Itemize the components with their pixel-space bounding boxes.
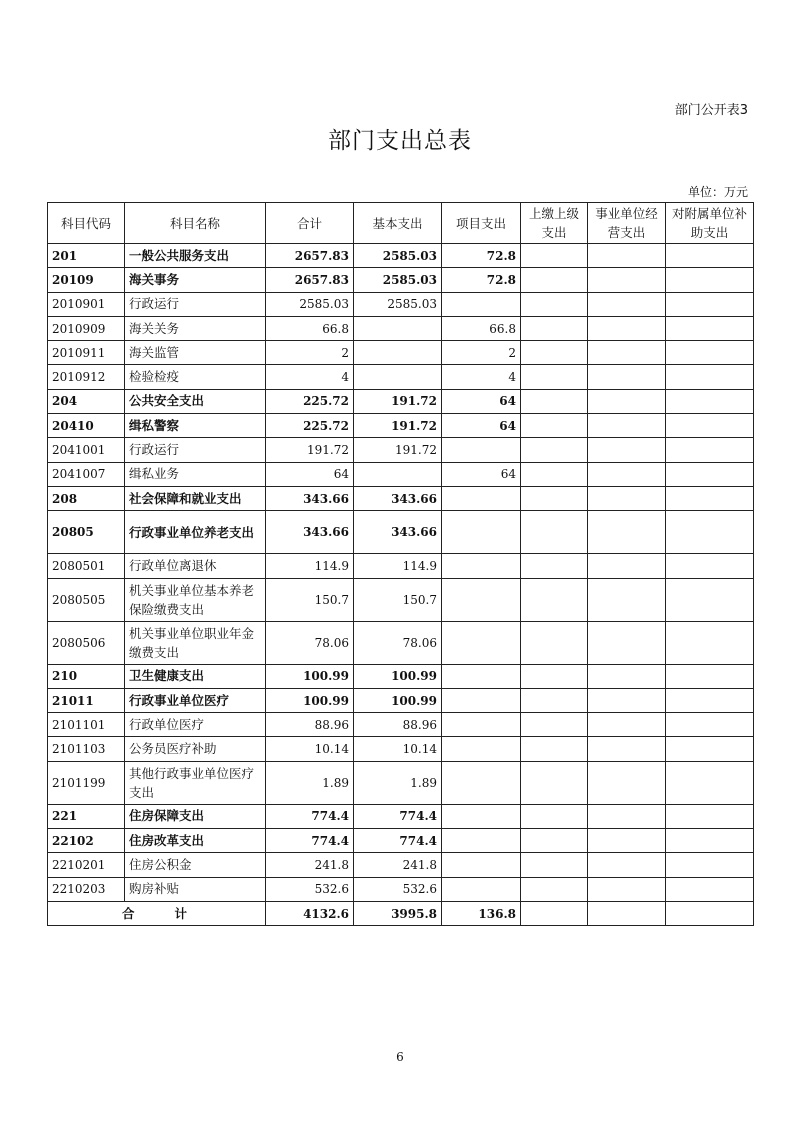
cell-total: 66.8 [266, 316, 354, 340]
cell-upper [521, 761, 588, 804]
cell-business [588, 737, 666, 761]
table-row [48, 414, 754, 438]
cell-total: 114.9 [266, 554, 354, 578]
cell-basic: 100.99 [354, 664, 442, 688]
table-row [48, 268, 754, 292]
cell-project [442, 877, 521, 901]
cell-name: 购房补贴 [125, 877, 266, 901]
cell-name: 机关事业单位职业年金缴费支出 [125, 621, 266, 664]
unit-label: 单位：万元 [687, 185, 748, 199]
cell-total: 2657.83 [266, 244, 354, 268]
cell-subsidy [666, 486, 754, 510]
cell-total: 225.72 [266, 414, 354, 438]
cell-basic: 10.14 [354, 737, 442, 761]
cell-basic [354, 316, 442, 340]
header-cell: 合计 [266, 203, 354, 244]
cell-project [442, 853, 521, 877]
cell-code: 2080501 [48, 554, 125, 578]
cell-business [588, 486, 666, 510]
cell-name: 缉私警察 [125, 414, 266, 438]
cell-name: 住房公积金 [125, 853, 266, 877]
table-row [48, 511, 754, 554]
cell-upper [521, 688, 588, 712]
header-cell: 基本支出 [354, 203, 442, 244]
cell-upper [521, 713, 588, 737]
cell-total: 2585.03 [266, 292, 354, 316]
table-row [48, 737, 754, 761]
cell-total: 774.4 [266, 829, 354, 853]
cell-name: 公务员医疗补助 [125, 737, 266, 761]
cell-subsidy [666, 664, 754, 688]
cell-business [588, 621, 666, 664]
cell-code: 2010909 [48, 316, 125, 340]
cell-name: 行政运行 [125, 292, 266, 316]
cell-basic: 1.89 [354, 761, 442, 804]
cell-subsidy [666, 737, 754, 761]
total-label: 合计 [48, 901, 266, 925]
cell-total: 100.99 [266, 688, 354, 712]
cell-name: 行政事业单位养老支出 [125, 511, 266, 554]
cell-code: 2101101 [48, 713, 125, 737]
cell-total: 88.96 [266, 713, 354, 737]
cell-subsidy [666, 761, 754, 804]
cell-project [442, 664, 521, 688]
table-row [48, 761, 754, 804]
cell-basic: 114.9 [354, 554, 442, 578]
cell-project [442, 511, 521, 554]
cell-code: 22102 [48, 829, 125, 853]
cell-project: 64 [442, 414, 521, 438]
cell-basic: 2585.03 [354, 244, 442, 268]
cell-upper [521, 414, 588, 438]
cell-project: 72.8 [442, 268, 521, 292]
table-row [48, 804, 754, 828]
cell-business [588, 554, 666, 578]
cell-upper [521, 244, 588, 268]
cell-total: 4 [266, 365, 354, 389]
cell-business [588, 511, 666, 554]
cell-basic: 2585.03 [354, 268, 442, 292]
cell-project [442, 486, 521, 510]
cell-upper [521, 486, 588, 510]
cell-name: 社会保障和就业支出 [125, 486, 266, 510]
cell-basic: 100.99 [354, 688, 442, 712]
cell-upper [521, 829, 588, 853]
cell-business [588, 664, 666, 688]
cell-project: 64 [442, 462, 521, 486]
cell-code: 20410 [48, 414, 125, 438]
cell-upper [521, 389, 588, 413]
table-row [48, 365, 754, 389]
header-cell: 对附属单位补助支出 [666, 203, 754, 244]
cell-business [588, 761, 666, 804]
cell-project: 72.8 [442, 244, 521, 268]
cell-code: 201 [48, 244, 125, 268]
cell-subsidy [666, 292, 754, 316]
cell-project: 64 [442, 389, 521, 413]
cell-basic: 150.7 [354, 578, 442, 621]
cell-name: 行政单位离退休 [125, 554, 266, 578]
cell-name: 一般公共服务支出 [125, 244, 266, 268]
cell-basic [354, 462, 442, 486]
cell-name: 公共安全支出 [125, 389, 266, 413]
cell-upper [521, 316, 588, 340]
cell-basic: 241.8 [354, 853, 442, 877]
cell-name: 住房保障支出 [125, 804, 266, 828]
cell-code: 204 [48, 389, 125, 413]
cell-project [442, 578, 521, 621]
cell-subsidy [666, 341, 754, 365]
cell-business [588, 268, 666, 292]
cell-project: 2 [442, 341, 521, 365]
cell-project [442, 737, 521, 761]
cell-total: 241.8 [266, 853, 354, 877]
table-body [48, 244, 754, 926]
cell-basic: 191.72 [354, 414, 442, 438]
page-title: 部门支出总表 [328, 128, 472, 154]
cell-basic: 343.66 [354, 511, 442, 554]
cell-name: 机关事业单位基本养老保险缴费支出 [125, 578, 266, 621]
table-row [48, 829, 754, 853]
cell-business [588, 853, 666, 877]
cell-subsidy [666, 621, 754, 664]
cell-business [588, 713, 666, 737]
cell-business [588, 414, 666, 438]
cell-upper [521, 341, 588, 365]
cell-subsidy [666, 829, 754, 853]
cell-project [442, 829, 521, 853]
cell-subsidy [666, 804, 754, 828]
cell-subsidy [666, 414, 754, 438]
cell-name: 缉私业务 [125, 462, 266, 486]
cell-total: 2657.83 [266, 268, 354, 292]
cell-total: 1.89 [266, 761, 354, 804]
table-row [48, 316, 754, 340]
cell-total: 100.99 [266, 664, 354, 688]
total-row [48, 901, 754, 925]
header-cell: 项目支出 [442, 203, 521, 244]
table-row [48, 341, 754, 365]
header-cell: 上缴上级支出 [521, 203, 588, 244]
cell-name: 海关关务 [125, 316, 266, 340]
table-row [48, 877, 754, 901]
cell-subsidy [666, 438, 754, 462]
cell-project [442, 713, 521, 737]
table-header-row [48, 203, 754, 244]
cell-basic: 532.6 [354, 877, 442, 901]
table-row [48, 578, 754, 621]
cell-subsidy [666, 713, 754, 737]
cell-basic: 774.4 [354, 829, 442, 853]
header-cell: 科目名称 [125, 203, 266, 244]
cell-code: 2101103 [48, 737, 125, 761]
cell-subsidy [666, 578, 754, 621]
cell-subsidy [666, 316, 754, 340]
cell-code: 2041007 [48, 462, 125, 486]
cell-subsidy [666, 462, 754, 486]
table-row [48, 621, 754, 664]
table-row [48, 713, 754, 737]
cell-upper [521, 853, 588, 877]
cell-name: 检验检疫 [125, 365, 266, 389]
cell-project [442, 554, 521, 578]
cell-upper [521, 804, 588, 828]
cell-code: 21011 [48, 688, 125, 712]
cell-name: 卫生健康支出 [125, 664, 266, 688]
cell-subsidy [666, 365, 754, 389]
cell-upper [521, 578, 588, 621]
cell-name: 海关监管 [125, 341, 266, 365]
cell-business [588, 365, 666, 389]
cell-project [442, 438, 521, 462]
cell-code: 2010912 [48, 365, 125, 389]
table-number: 部门公开表3 [674, 103, 748, 118]
cell-basic: 191.72 [354, 438, 442, 462]
total-cell-upper [521, 901, 588, 925]
cell-total: 343.66 [266, 511, 354, 554]
total-cell-project: 136.8 [442, 901, 521, 925]
cell-basic: 78.06 [354, 621, 442, 664]
cell-name: 海关事务 [125, 268, 266, 292]
cell-project [442, 292, 521, 316]
cell-total: 10.14 [266, 737, 354, 761]
cell-upper [521, 737, 588, 761]
cell-name: 行政单位医疗 [125, 713, 266, 737]
cell-upper [521, 621, 588, 664]
cell-upper [521, 877, 588, 901]
table-row [48, 389, 754, 413]
cell-project: 4 [442, 365, 521, 389]
cell-code: 2010901 [48, 292, 125, 316]
cell-code: 208 [48, 486, 125, 510]
cell-code: 2210201 [48, 853, 125, 877]
cell-basic: 2585.03 [354, 292, 442, 316]
cell-code: 20109 [48, 268, 125, 292]
table-row [48, 554, 754, 578]
cell-total: 150.7 [266, 578, 354, 621]
cell-total: 191.72 [266, 438, 354, 462]
table-row [48, 292, 754, 316]
cell-code: 210 [48, 664, 125, 688]
cell-business [588, 389, 666, 413]
cell-code: 2010911 [48, 341, 125, 365]
cell-subsidy [666, 244, 754, 268]
cell-project [442, 761, 521, 804]
cell-total: 774.4 [266, 804, 354, 828]
cell-business [588, 341, 666, 365]
cell-subsidy [666, 877, 754, 901]
cell-subsidy [666, 688, 754, 712]
cell-business [588, 688, 666, 712]
cell-project: 66.8 [442, 316, 521, 340]
cell-basic: 343.66 [354, 486, 442, 510]
table-row [48, 486, 754, 510]
cell-upper [521, 462, 588, 486]
cell-upper [521, 554, 588, 578]
cell-code: 2080506 [48, 621, 125, 664]
cell-business [588, 292, 666, 316]
cell-basic: 191.72 [354, 389, 442, 413]
cell-code: 2210203 [48, 877, 125, 901]
cell-code: 20805 [48, 511, 125, 554]
cell-total: 343.66 [266, 486, 354, 510]
cell-business [588, 804, 666, 828]
cell-upper [521, 365, 588, 389]
cell-name: 住房改革支出 [125, 829, 266, 853]
cell-business [588, 462, 666, 486]
cell-total: 2 [266, 341, 354, 365]
cell-code: 2041001 [48, 438, 125, 462]
cell-code: 2080505 [48, 578, 125, 621]
cell-code: 2101199 [48, 761, 125, 804]
cell-total: 64 [266, 462, 354, 486]
cell-business [588, 829, 666, 853]
cell-business [588, 316, 666, 340]
cell-subsidy [666, 389, 754, 413]
cell-business [588, 244, 666, 268]
header-cell: 事业单位经营支出 [588, 203, 666, 244]
expenditure-table [47, 202, 754, 926]
table-row [48, 853, 754, 877]
total-cell-total: 4132.6 [266, 901, 354, 925]
cell-project [442, 688, 521, 712]
cell-upper [521, 511, 588, 554]
cell-subsidy [666, 511, 754, 554]
cell-subsidy [666, 268, 754, 292]
cell-project [442, 621, 521, 664]
cell-business [588, 877, 666, 901]
total-cell-subsidy [666, 901, 754, 925]
cell-project [442, 804, 521, 828]
header-cell: 科目代码 [48, 203, 125, 244]
cell-subsidy [666, 554, 754, 578]
cell-name: 其他行政事业单位医疗支出 [125, 761, 266, 804]
page-number: 6 [396, 1050, 404, 1064]
table-row [48, 438, 754, 462]
cell-total: 78.06 [266, 621, 354, 664]
cell-code: 221 [48, 804, 125, 828]
cell-business [588, 578, 666, 621]
cell-upper [521, 292, 588, 316]
total-cell-business [588, 901, 666, 925]
cell-basic: 774.4 [354, 804, 442, 828]
table-row [48, 244, 754, 268]
cell-upper [521, 438, 588, 462]
cell-subsidy [666, 853, 754, 877]
cell-name: 行政事业单位医疗 [125, 688, 266, 712]
cell-total: 225.72 [266, 389, 354, 413]
cell-upper [521, 664, 588, 688]
cell-basic [354, 365, 442, 389]
table-row [48, 462, 754, 486]
cell-name: 行政运行 [125, 438, 266, 462]
cell-upper [521, 268, 588, 292]
cell-basic [354, 341, 442, 365]
cell-business [588, 438, 666, 462]
table-row [48, 688, 754, 712]
table-row [48, 664, 754, 688]
cell-basic: 88.96 [354, 713, 442, 737]
total-cell-basic: 3995.8 [354, 901, 442, 925]
cell-total: 532.6 [266, 877, 354, 901]
